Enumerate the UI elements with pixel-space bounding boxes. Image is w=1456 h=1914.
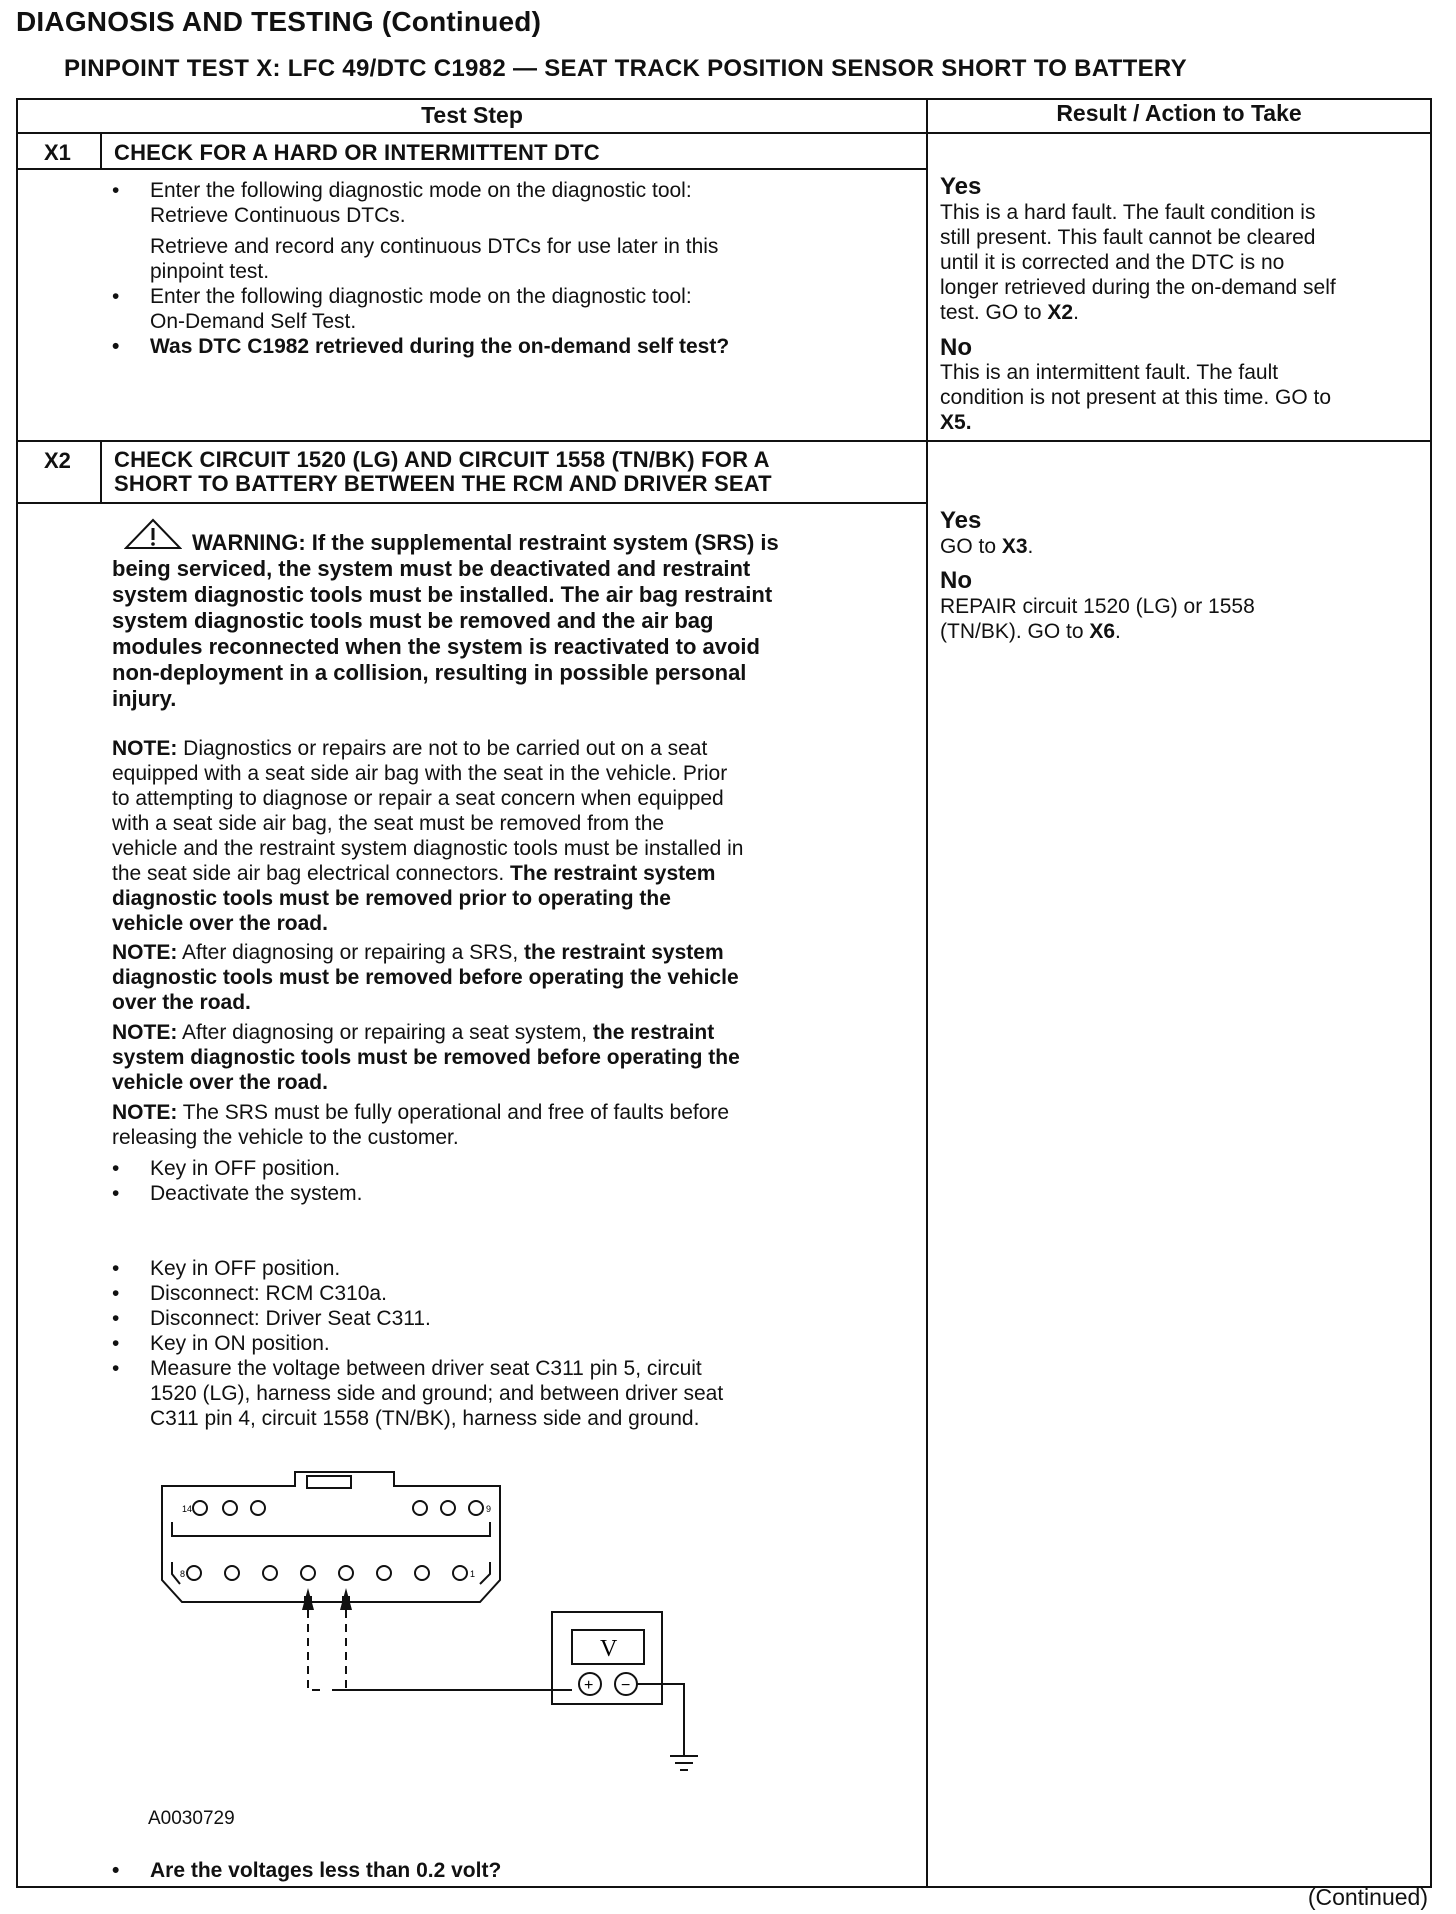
x1-result-no-heading: No — [940, 334, 972, 361]
step-disconnect-seat: • Disconnect: Driver Seat C311. — [112, 1307, 431, 1330]
x1-bullet-2: • Enter the following diagnostic mode on the diagnostic tool: On-Demand Self Test. — [112, 285, 692, 333]
x1-step-title: CHECK FOR A HARD OR INTERMITTENT DTC — [114, 140, 600, 165]
x2-step-title: CHECK CIRCUIT 1520 (LG) AND CIRCUIT 1558 (TN/BK) FOR A SHORT TO BATTERY BETWEEN THE RCM AND DRIVER SEAT — [114, 447, 772, 496]
pinpoint-test-title: PINPOINT TEST X: LFC 49/DTC C1982 — SEAT TRACK POSITION SENSOR SHORT TO BATTERY — [64, 55, 1187, 82]
pin-9-label: 9 — [486, 1504, 492, 1514]
x1-result-yes-text: This is a hard fault. The fault condition is still present. This fault cannot be cleared until it is corrected and the DTC is no longer retrieved during the on-demand self test. GO to X2. — [940, 201, 1336, 324]
x2-title-rule — [16, 502, 928, 504]
pin-1-label: 1 — [470, 1569, 476, 1579]
meter-minus-label: − — [621, 1677, 631, 1694]
x2-question: • Are the voltages less than 0.2 volt? — [112, 1859, 502, 1882]
x2-step-id: X2 — [44, 448, 71, 473]
x1-result-no-text: This is an intermittent fault. The fault condition is not present at this time. GO to X5. — [940, 361, 1332, 434]
x2-result-yes-text: GO to X3. — [940, 535, 1034, 558]
figure-id: A0030729 — [148, 1808, 235, 1829]
x1-id-divider — [100, 134, 102, 170]
note-seat-side-airbag: NOTE: Diagnostics or repairs are not to be carried out on a seat equipped with a seat side air bag with the seat in the vehicle. Prior to attempting to diagnose or repair a seat concern when equipped with a seat side air bag, the seat must be removed from the vehicle and the restraint system diagnostic tools must be installed in the seat side air bag electrical connectors. The restraint system diagnostic tools must be removed prior to operating the vehicle over the road. — [112, 737, 744, 935]
x2-result-no-text: REPAIR circuit 1520 (LG) or 1558 (TN/BK). GO to X6. — [940, 595, 1255, 643]
step-key-off-2: • Key in OFF position. — [112, 1257, 341, 1280]
x1-title-rule — [16, 168, 928, 170]
step-deactivate: • Deactivate the system. — [112, 1182, 363, 1205]
pin-8-label: 8 — [180, 1569, 186, 1579]
header-result: Result / Action to Take — [1056, 100, 1302, 126]
meter-v-label: V — [600, 1636, 618, 1662]
x2-result-no-heading: No — [940, 567, 972, 594]
x1-paragraph: Retrieve and record any continuous DTCs for use later in this pinpoint test. — [150, 235, 719, 283]
x1-result-yes-heading: Yes — [940, 173, 982, 200]
note-srs: NOTE: After diagnosing or repairing a SRS, the restraint system diagnostic tools must be removed before operating the vehicle over the road. — [112, 941, 739, 1014]
note-seat-system: NOTE: After diagnosing or repairing a seat system, the restraint system diagnostic tools must be removed before operating the vehicle over the road. — [112, 1021, 740, 1094]
step-key-off-1: • Key in OFF position. — [112, 1157, 341, 1180]
x1-step-id: X1 — [44, 140, 71, 165]
connector-voltmeter-diagram — [150, 1470, 730, 1810]
step-measure-voltage: • Measure the voltage between driver seat C311 pin 5, circuit 1520 (LG), harness side and ground; and between driver seat C311 pin 4, circuit 1558 (TN/BK), harness side and ground. — [112, 1357, 724, 1430]
meter-plus-label: + — [584, 1677, 594, 1694]
column-divider — [926, 98, 928, 1888]
page-title: DIAGNOSIS AND TESTING (Continued) — [16, 6, 542, 37]
x1-x2-rule — [16, 440, 1432, 442]
step-disconnect-rcm: • Disconnect: RCM C310a. — [112, 1282, 387, 1305]
header-rule — [16, 132, 1432, 134]
header-test-step: Test Step — [421, 102, 523, 128]
x1-question: • Was DTC C1982 retrieved during the on-demand self test? — [112, 335, 730, 358]
step-key-on: • Key in ON position. — [112, 1332, 330, 1355]
x2-id-divider — [100, 442, 102, 504]
pin-14-label: 14 — [182, 1504, 193, 1514]
x2-result-yes-heading: Yes — [940, 507, 982, 534]
x1-bullet-1: • Enter the following diagnostic mode on the diagnostic tool: Retrieve Continuous DTCs. — [112, 179, 692, 227]
warning-text: WARNING: If the supplemental restraint system (SRS) is being serviced, the system must be deactivated and restraint system diagnostic tools must be installed. The air bag restraint system diagnostic tools must be removed and the air bag modules reconnected when the system is reactivated to avoid non-deployment in a collision, resulting in possible personal injury. — [112, 530, 779, 711]
note-fully-operational: NOTE: The SRS must be fully operational and free of faults before releasing the vehicle to the customer. — [112, 1101, 730, 1149]
continued-label: (Continued) — [1307, 1884, 1428, 1910]
